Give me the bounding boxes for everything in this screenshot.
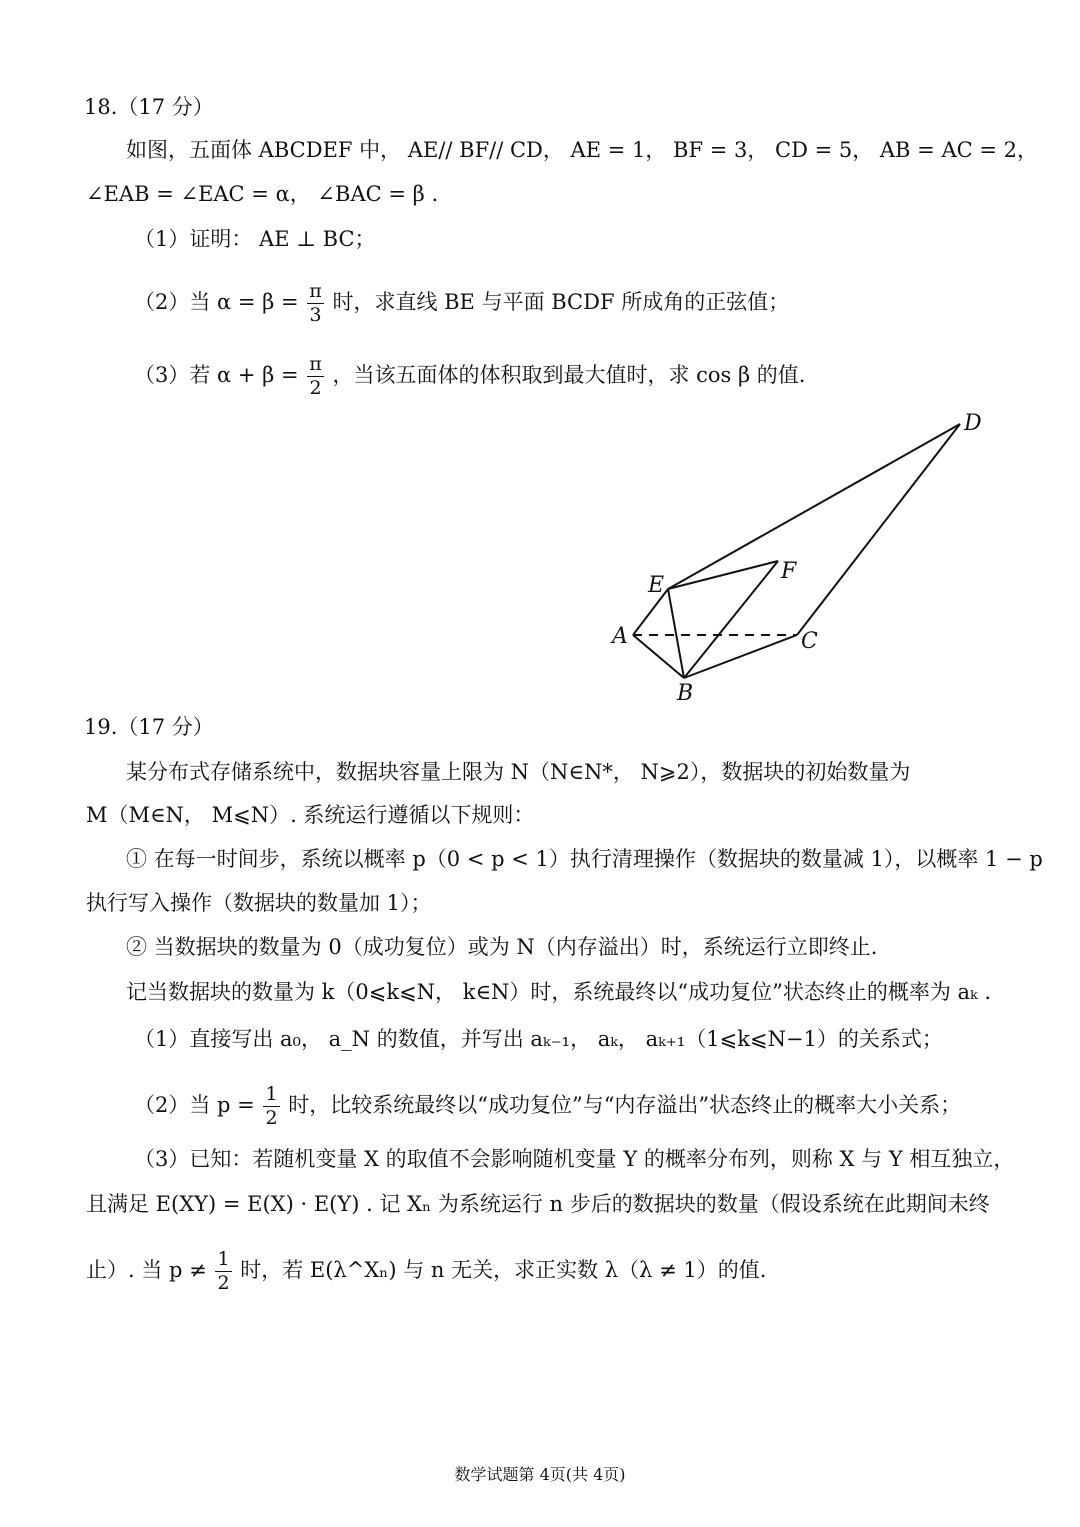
q19-line1: 某分布式存储系统中，数据块容量上限为 N（N∈N*， N⩾2），数据块的初始数量为 bbox=[126, 760, 911, 784]
q19-part2-numerator: 1 bbox=[265, 1083, 278, 1105]
label-B: B bbox=[677, 681, 694, 706]
edge-AB bbox=[633, 635, 684, 678]
q18-part2-pre: （2）当 α = β = bbox=[134, 290, 299, 314]
label-E: E bbox=[648, 573, 665, 598]
q19-line2: M（M∈N， M⩽N）. 系统运行遵循以下规则： bbox=[86, 803, 535, 827]
q18-part1: （1）证明： AE ⊥ BC； bbox=[134, 227, 376, 251]
q18-part2-post: 时，求直线 BE 与平面 BCDF 所成角的正弦值； bbox=[332, 290, 790, 314]
label-C: C bbox=[801, 629, 818, 654]
q19-part3-fraction bbox=[215, 1250, 231, 1293]
edge-EB bbox=[668, 589, 684, 678]
q19-rule1: ① 在每一时间步，系统以概率 p（0 < p < 1）执行清理操作（数据块的数量减 1），以概率 1 − p bbox=[126, 847, 1043, 871]
q19-part1: （1）直接写出 a₀， a_N 的数值，并写出 aₖ₋₁， aₖ， aₖ₊₁（1⩽k⩽N−1）的关系式； bbox=[134, 1027, 943, 1051]
q19-part3-post: 时，若 E(λ^Xₙ) 与 n 无关，求正实数 λ（λ ≠ 1）的值. bbox=[240, 1258, 767, 1282]
q19-part3-denominator: 2 bbox=[217, 1272, 230, 1294]
page-footer: 数学试题第 4页(共 4页) bbox=[454, 1465, 626, 1484]
q19-part3: （3）已知：若随机变量 X 的取值不会影响随机变量 Y 的概率分布列，则称 X 与 Y 相互独立， bbox=[134, 1147, 1015, 1171]
label-A: A bbox=[612, 624, 628, 649]
q18-part2-denominator: 3 bbox=[309, 304, 322, 326]
q18-part2-numerator: π bbox=[309, 280, 322, 302]
q18-part3-denominator: 2 bbox=[309, 377, 322, 399]
q19-part2-pre: （2）当 p = bbox=[134, 1093, 255, 1117]
q19-part2-denominator: 2 bbox=[265, 1107, 278, 1129]
q19-part2 bbox=[134, 1085, 961, 1128]
q19-part2-post: 时，比较系统最终以“成功复位”与“内存溢出”状态终止的概率大小关系； bbox=[288, 1093, 962, 1117]
q19-part3-numerator: 1 bbox=[217, 1248, 230, 1270]
q18-stem-line2: ∠EAB = ∠EAC = α， ∠BAC = β . bbox=[86, 182, 439, 206]
q19-rule1-cont: 执行写入操作（数据块的数量加 1）； bbox=[86, 891, 432, 915]
q19-header: 19.（17 分） bbox=[84, 715, 214, 739]
label-D: D bbox=[964, 411, 982, 436]
label-F: F bbox=[781, 559, 797, 584]
edge-EF bbox=[668, 561, 778, 589]
q18-stem-line1: 如图，五面体 ABCDEF 中， AE// BF// CD， AE = 1， BF = 3， CD = 5， AB = AC = 2， bbox=[126, 138, 1038, 162]
q19-part3-pre: 止）. 当 p ≠ bbox=[86, 1258, 207, 1282]
q19-rule2: ② 当数据块的数量为 0（成功复位）或为 N（内存溢出）时，系统运行立即终止. bbox=[126, 935, 878, 959]
edge-CD bbox=[797, 424, 960, 635]
q18-part3-numerator: π bbox=[309, 353, 322, 375]
q19-definition: 记当数据块的数量为 k（0⩽k⩽N， k∈N）时，系统最终以“成功复位”状态终止的概率为 aₖ . bbox=[126, 980, 992, 1004]
q18-header: 18.（17 分） bbox=[84, 95, 214, 119]
q18-part3-pre: （3）若 α + β = bbox=[134, 363, 299, 387]
q19-part3-cont: 且满足 E(XY) = E(X) · E(Y) . 记 Xₙ 为系统运行 n 步后的数据块的数量（假设系统在此期间未终 bbox=[86, 1192, 990, 1216]
q18-part3-post: ，当该五面体的体积取到最大值时，求 cos β 的值. bbox=[332, 363, 806, 387]
edge-ED bbox=[668, 424, 960, 589]
q19-part3-end bbox=[86, 1250, 766, 1293]
q19-part2-fraction bbox=[263, 1085, 279, 1128]
